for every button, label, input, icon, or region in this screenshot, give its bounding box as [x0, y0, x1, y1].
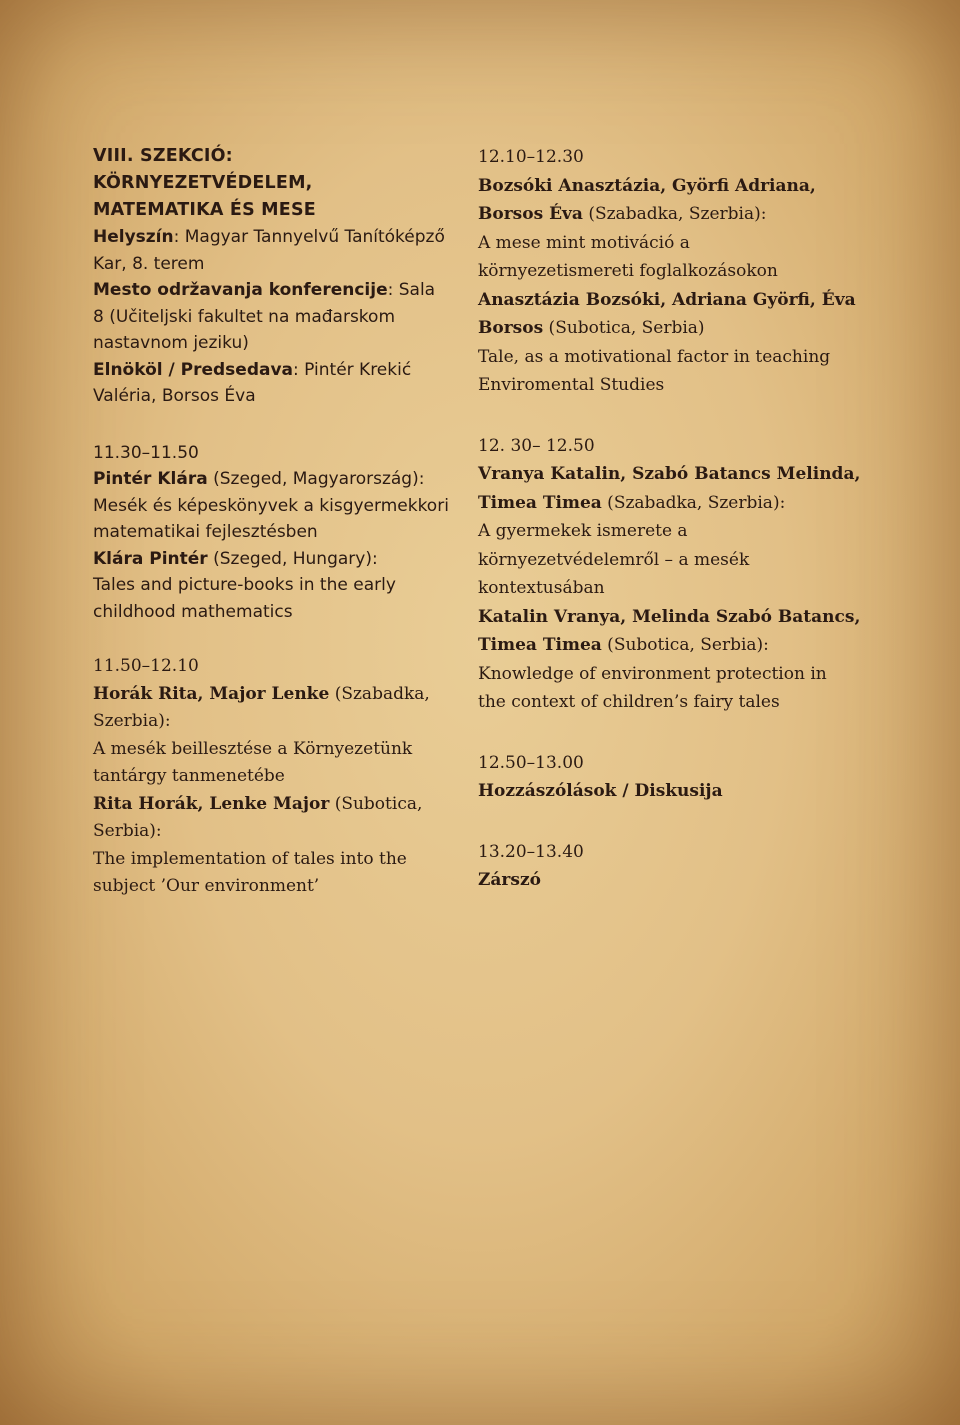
talk-affiliation: Serbia):	[93, 821, 162, 841]
talk-title: tantárgy tanmenetébe	[93, 766, 285, 786]
venue-sr-text: nastavnom jeziku)	[93, 333, 249, 353]
talk-3	[478, 143, 858, 400]
talk-time: 11.50–12.10	[93, 656, 199, 676]
discussion-time: 12.50–13.00	[478, 752, 584, 773]
talk-affiliation: (Szabadka, Szerbia):	[582, 204, 767, 224]
chair-text: Valéria, Borsos Éva	[93, 386, 256, 406]
talk-author: Borsos	[478, 318, 544, 338]
talk-affiliation: (Subotica,	[329, 793, 423, 814]
venue-hu-text: : Magyar Tannyelvű Tanítóképző	[173, 227, 445, 247]
discussion-label: Hozzászólások / Diskusija	[478, 781, 723, 801]
talk-title: subject ’Our environment’	[93, 876, 320, 896]
talk-author: Timea Timea	[478, 635, 602, 655]
section-heading-line: MATEMATIKA ÉS MESE	[93, 200, 316, 220]
talk-time: 12. 30– 12.50	[478, 435, 595, 456]
chair	[93, 357, 453, 410]
closing	[478, 838, 858, 895]
talk-title: childhood mathematics	[93, 601, 293, 622]
talk-title: Mesék és képeskönyvek a kisgyermekkori	[93, 495, 449, 516]
venue-hu	[93, 224, 453, 277]
talk-affiliation: (Szeged, Hungary):	[207, 548, 378, 569]
venue-sr-label: Mesto održavanja konferencije	[93, 280, 388, 300]
talk-title: A mese mint motiváció a	[478, 232, 690, 253]
section-heading-line: KÖRNYEZETVÉDELEM,	[93, 173, 313, 193]
talk-title: A gyermekek ismerete a	[478, 521, 688, 541]
talk-title: A mesék beillesztése a Környezetünk	[93, 738, 413, 759]
chair-label: Elnököl / Predsedava	[93, 359, 294, 380]
venue-sr-text: : Sala	[387, 280, 436, 300]
talk-author: Katalin Vranya, Melinda Szabó Batancs,	[478, 606, 861, 627]
talk-author: Vranya Katalin, Szabó Batancs Melinda,	[478, 464, 861, 484]
section-heading-line: VIII. SZEKCIÓ:	[93, 146, 233, 166]
talk-title: Tale, as a motivational factor in teaching	[478, 346, 831, 367]
talk-affiliation: (Szabadka, Szerbia):	[601, 492, 786, 513]
talk-1	[93, 440, 453, 626]
talk-author: Borsos Éva	[478, 204, 583, 224]
talk-title: the context of children’s fairy tales	[478, 692, 780, 712]
talk-author: Anasztázia Bozsóki, Adriana Györfi, Éva	[478, 289, 856, 310]
talk-author: Horák Rita, Major Lenke	[93, 683, 330, 704]
talk-title: Tales and picture-books in the early	[93, 575, 396, 595]
talk-4	[478, 432, 861, 717]
talk-title: Knowledge of environment protection in	[478, 663, 827, 684]
talk-affiliation: Szerbia):	[93, 711, 171, 731]
section-heading	[93, 143, 453, 224]
talk-time: 12.10–12.30	[478, 147, 584, 167]
chair-text: : Pintér Krekić	[293, 359, 412, 380]
talk-title: környezetismereti foglalkozásokon	[478, 261, 778, 281]
talk-title: The implementation of tales into the	[93, 848, 407, 869]
right-column	[478, 143, 861, 895]
talk-affiliation: (Subotica, Serbia)	[543, 318, 705, 338]
closing-time: 13.20–13.40	[478, 841, 584, 862]
venue-sr	[93, 277, 453, 357]
talk-author: Klára Pintér	[93, 548, 208, 569]
left-column	[93, 143, 453, 901]
venue-sr-text: 8 (Učiteljski fakultet na mađarskom	[93, 306, 396, 327]
talk-affiliation: (Szeged, Magyarország):	[207, 469, 425, 489]
venue-hu-text: Kar, 8. terem	[93, 253, 205, 274]
talk-time: 11.30–11.50	[93, 442, 199, 463]
talk-title: Enviromental Studies	[478, 375, 665, 395]
talk-author: Timea Timea	[478, 492, 602, 513]
talk-author: Pintér Klára	[93, 469, 208, 489]
venue-hu-label: Helyszín	[93, 227, 174, 247]
talk-author: Rita Horák, Lenke Major	[93, 793, 330, 814]
talk-2	[93, 653, 453, 901]
talk-title: kontextusában	[478, 578, 605, 598]
talk-affiliation: (Szabadka,	[329, 683, 430, 704]
discussion	[478, 749, 858, 806]
closing-label: Zárszó	[478, 870, 541, 890]
talk-author: Bozsóki Anasztázia, Györfi Adriana,	[478, 175, 816, 196]
talk-title: környezetvédelemről – a mesék	[478, 549, 750, 570]
talk-title: matematikai fejlesztésben	[93, 522, 318, 542]
talk-affiliation: (Subotica, Serbia):	[601, 635, 769, 655]
